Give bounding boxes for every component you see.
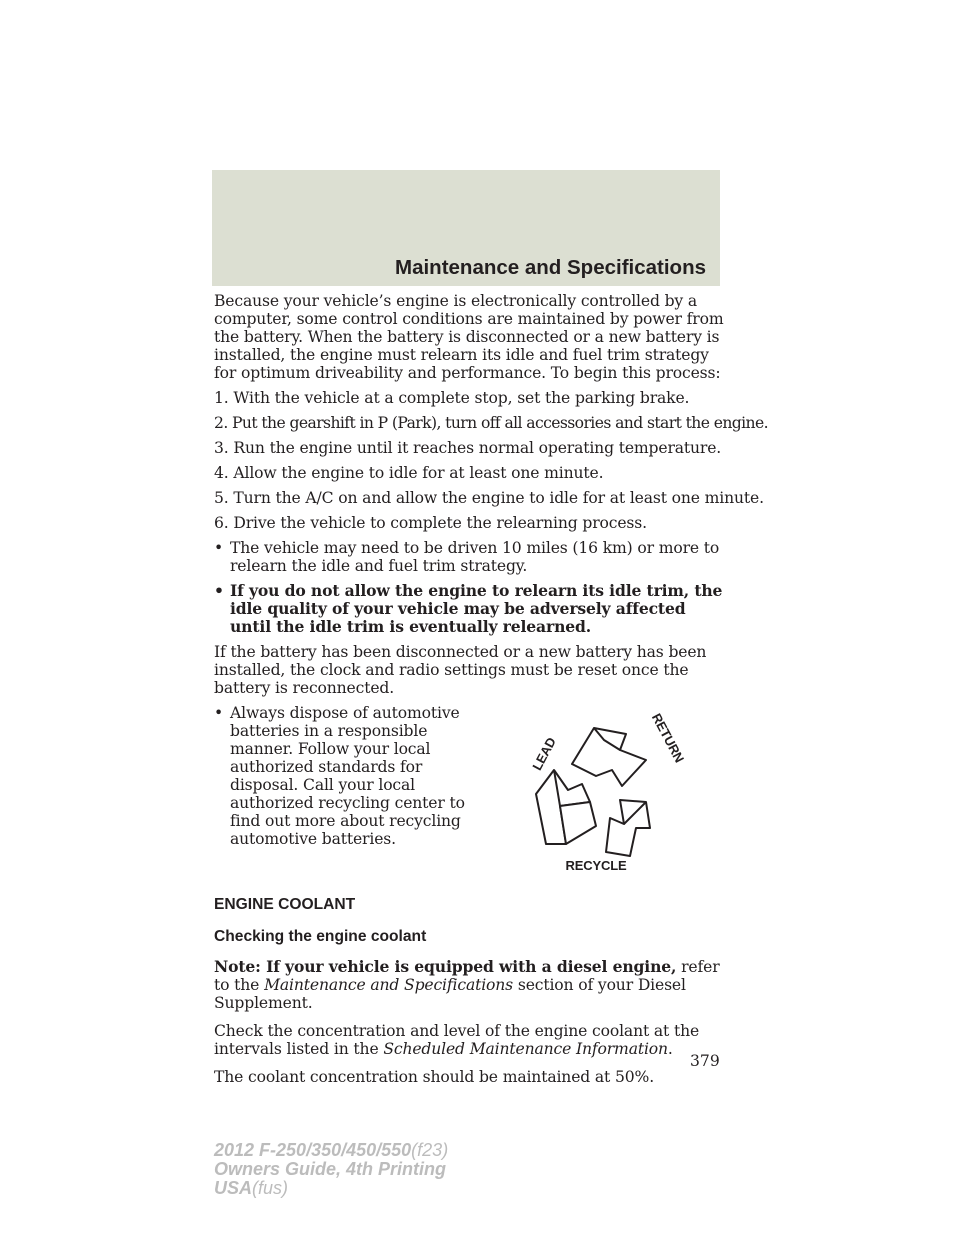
step-1: 1. With the vehicle at a complete stop, set the parking brake. (214, 389, 690, 407)
note-end-text: section of your Diesel Supplement. (214, 976, 686, 1012)
step-6: 6. Drive the vehicle to complete the relearning process. (214, 514, 647, 532)
check-text: Check the concentration and level of the engine coolant at the intervals listed in the (214, 1022, 700, 1058)
note-bold-text: Note: If your vehicle is equipped with a diesel engine, (214, 957, 677, 976)
bullet-item-warning (214, 582, 724, 636)
recycle-arrows-icon (500, 706, 706, 876)
section-title: Maintenance and Specifications (395, 256, 706, 279)
section-heading: ENGINE COOLANT (214, 896, 356, 913)
section-header-band (212, 170, 720, 286)
diesel-note (214, 958, 724, 1012)
footer-line-model (214, 1141, 448, 1160)
footer-region-code: (fus) (252, 1178, 289, 1198)
footer-region: USA (214, 1178, 253, 1198)
page-number: 379 (690, 1052, 720, 1070)
recycle-return-label: RETURN (648, 710, 688, 765)
footer-imprint (214, 1141, 448, 1198)
note-text: refer to the (214, 958, 720, 994)
check-paragraph (214, 1022, 724, 1058)
check-italic-text: Scheduled Maintenance Information (383, 1040, 668, 1058)
bullet-text: The vehicle may need to be driven 10 miles (16 km) or more to relearn the idle and fuel trim strategy. (230, 539, 720, 575)
footer-guide: Owners Guide, 4th Printing (214, 1159, 447, 1179)
step-3: 3. Run the engine until it reaches normal operating temperature. (214, 439, 722, 457)
step-2: 2. Put the gearshift in P (Park), turn off all accessories and start the engine. (214, 414, 768, 432)
bullet-dot: • (214, 539, 224, 557)
step-5: 5. Turn the A/C on and allow the engine to idle for at least one minute. (214, 489, 764, 507)
recycle-recycle-label: RECYCLE (565, 858, 627, 873)
dispose-section (214, 704, 724, 878)
note-italic-text: Maintenance and Specifications (264, 976, 514, 994)
bullet-text: If you do not allow the engine to relearn its idle trim, the idle quality of your vehicle may be adversely affected until the idle trim is eventually relearned. (230, 581, 723, 636)
bullet-dot: • (214, 581, 224, 600)
reset-note: If the battery has been disconnected or a new battery has been installed, the clock and radio settings must be reset once the battery is reconnected. (214, 643, 707, 697)
bullet-text: Always dispose of automotive batteries in a responsible manner. Follow your local authorized standards for disposal. Call your local authorized recycling center to find out more about recycling automotive batteries. (230, 704, 465, 848)
intro-paragraph: Because your vehicle’s engine is electronically controlled by a computer, some control conditions are maintained by power from the battery. When the battery is disconnected or a new battery is installed, the engine must relearn its idle and fuel trim strategy for optimum driveability and performance. To begin this process: (214, 292, 724, 382)
check-end-text: . (667, 1040, 673, 1058)
bullet-item (214, 539, 724, 575)
recycle-lead-label: LEAD (529, 735, 559, 773)
footer-line-region (214, 1179, 448, 1198)
page-content (214, 292, 768, 1086)
bullet-dot: • (214, 704, 224, 722)
footer-model: 2012 F-250/350/450/550 (214, 1140, 412, 1160)
footer-line-guide (214, 1160, 448, 1179)
concentration-paragraph: The coolant concentration should be maintained at 50%. (214, 1068, 654, 1086)
sub-heading: Checking the engine coolant (214, 928, 427, 945)
bullet-item-dispose (214, 704, 480, 848)
step-4: 4. Allow the engine to idle for at least one minute. (214, 464, 604, 482)
footer-model-code: (f23) (411, 1140, 449, 1160)
